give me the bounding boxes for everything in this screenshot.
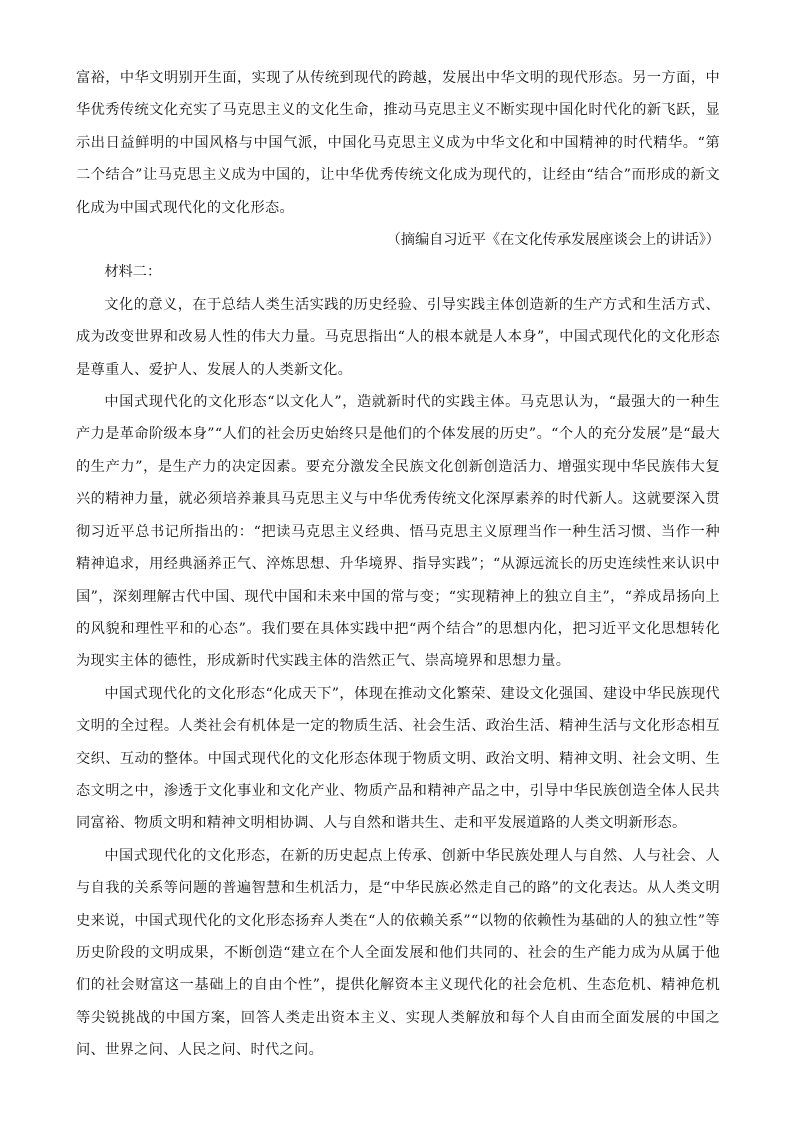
material-two-heading: 材料二： — [104, 264, 162, 281]
paragraph-1: 文化的意义，在于总结人类生活实践的历史经验、引导实践主体创造新的生产方式和生活方式、成为改变世界和改易人性的伟大力量。马克思指出“人的根本就是人本身”，中国式现代化的文化形态是尊重人、爱护人、发展人的人类新文化。 — [76, 296, 720, 378]
paragraph-continued: 富裕，中华文明别开生面，实现了从传统到现代的跨越，发展出中华文明的现代形态。另一方面，中华优秀传统文化充实了马克思主义的文化生命，推动马克思主义不断实现中国化时代化的新飞跃，显示出日益鲜明的中国风格与中国气派，中国化马克思主义成为中华文化和中国精神的时代精华。“第二个结合”让马克思主义成为中国的，让中华优秀传统文化成为现代的，让经由“结合”而形成的新文化成为中国式现代化的文化形态。 — [76, 70, 720, 216]
source-citation: （摘编自习近平《在文化传承发展座谈会上的讲话》） — [386, 232, 720, 249]
paragraph-4: 中国式现代化的文化形态，在新的历史起点上传承、创新中华民族处理人与自然、人与社会、人与自我的关系等问题的普遍智慧和生机活力，是“中华民族必然走自己的路”的文化表达。从人类文明史来说，中国式现代化的文化形态扬弃人类在“人的依赖关系”“以物的依赖性为基础的人的独立性”等历史阶段的文明成果，不断创造“建立在个人全面发展和他们共同的、社会的生产能力成为从属于他们的社会财富这一基础上的自由个性”，提供化解资本主义现代化的社会危机、生态危机、精神危机等尖锐挑战的中国方案，回答人类走出资本主义、实现人类解放和每个人自由而全面发展的中国之问、世界之问、人民之问、时代之问。 — [76, 847, 720, 1059]
document-page — [76, 62, 720, 1067]
paragraph-2: 中国式现代化的文化形态“以文化人”，造就新时代的实践主体。马克思认为，“最强大的一种生产力是革命阶级本身”“人们的社会历史始终只是他们的个体发展的历史”。“个人的充分发展”是“最大的生产力”，是生产力的决定因素。要充分激发全民族文化创新创造活力、增强实现中华民族伟大复兴的精神力量，就必须培养兼具马克思主义与中华优秀传统文化深厚素养的时代新人。这就要深入贯彻习近平总书记所指出的：“把读马克思主义经典、悟马克思主义原理当作一种生活习惯、当作一种精神追求，用经典涵养正气、淬炼思想、升华境界、指导实践”；“从源远流长的历史连续性来认识中国”，深刻理解古代中国、现代中国和未来中国的常与变；“实现精神上的独立自主”，“养成昂扬向上的风貌和理性平和的心态”。我们要在具体实践中把“两个结合”的思想内化，把习近平文化思想转化为现实主体的德性，形成新时代实践主体的浩然正气、崇高境界和思想力量。 — [76, 394, 720, 670]
paragraph-3: 中国式现代化的文化形态“化成天下”，体现在推动文化繁荣、建设文化强国、建设中华民族现代文明的全过程。人类社会有机体是一定的物质生活、社会生活、政治生活、精神生活与文化形态相互交织、互动的整体。中国式现代化的文化形态体现于物质文明、政治文明、精神文明、社会文明、生态文明之中，渗透于文化事业和文化产业、物质产品和精神产品之中，引导中华民族创造全体人民共同富裕、物质文明和精神文明相协调、人与自然和谐共生、走和平发展道路的人类文明新形态。 — [76, 685, 720, 832]
